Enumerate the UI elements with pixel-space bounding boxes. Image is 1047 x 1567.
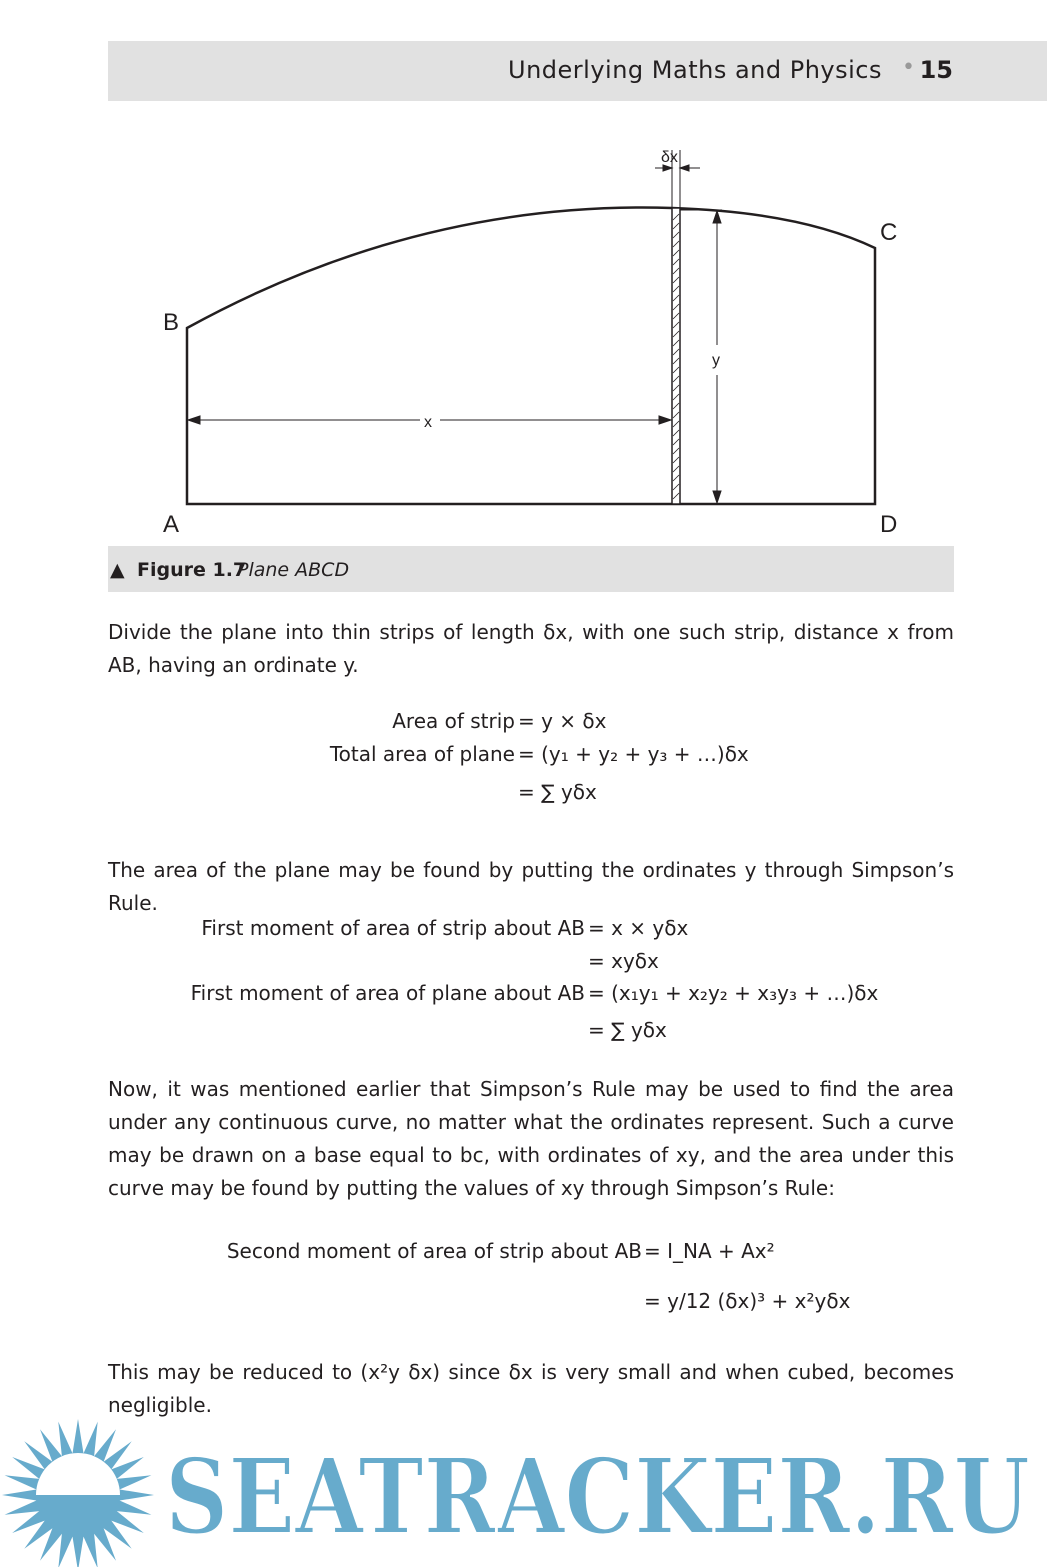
label-dx: δx [661, 149, 678, 166]
label-a: A [163, 511, 180, 538]
caption-number: Figure 1.7 [137, 559, 247, 581]
plane-outline [187, 208, 875, 504]
label-x: x [424, 414, 432, 431]
paragraph: Divide the plane into thin strips of length δx, with one such strip, distance x from AB, having an ordinate y. [108, 620, 954, 677]
page-number: 15 [919, 56, 953, 84]
eq-rhs: = I_NA + Ax² [644, 1239, 775, 1263]
eq-lhs: Second moment of area of strip about AB [226, 1239, 642, 1263]
figure-caption [108, 546, 954, 592]
header-separator: • [902, 55, 915, 80]
eq-rhs: = x × yδx [588, 916, 689, 940]
eq-rhs: = xyδx [588, 949, 659, 973]
eq-rhs: = y × δx [518, 709, 607, 733]
strip [655, 150, 700, 504]
eq-lhs: Total area of plane [329, 742, 515, 766]
figure-plane-abcd [0, 0, 1047, 545]
paragraph: This may be reduced to (x²y δx) since δx is very small and when cubed, becomes negligible. [108, 1360, 954, 1417]
caption-triangle-icon: ▲ [110, 559, 125, 581]
eq-rhs: = y/12 (δx)³ + x²yδx [644, 1289, 851, 1313]
eq-lhs: Area of strip [392, 709, 515, 733]
eq-rhs: = (x₁y₁ + x₂y₂ + x₃y₃ + …)δx [588, 981, 879, 1005]
paragraph: Now, it was mentioned earlier that Simpson’s Rule may be used to find the area under any continuous curve, no matter what the ordinates represent. Such a curve may be drawn on a base equal to bc, with ordinates of xy, and the area under this curve may be found by putting the values of xy through Simpson’s Rule: [108, 1077, 954, 1200]
label-c: C [880, 219, 898, 246]
svg-text:SEATRACKER.RU: SEATRACKER.RU [165, 1435, 1030, 1558]
label-b: B [163, 309, 180, 336]
paragraph: The area of the plane may be found by putting the ordinates y through Simpson’s Rule. [108, 858, 954, 915]
eq-rhs: = ∑ yδx [518, 780, 597, 804]
header-title: Underlying Maths and Physics [508, 56, 882, 84]
label-d: D [880, 511, 898, 538]
eq-rhs: = (y₁ + y₂ + y₃ + …)δx [518, 742, 749, 766]
eq-rhs: = ∑ yδx [588, 1018, 667, 1042]
label-y: y [712, 352, 720, 369]
caption-title: Plane ABCD [237, 559, 350, 581]
eq-lhs: First moment of area of strip about AB [201, 916, 585, 940]
watermark-logo [0, 1415, 1047, 1567]
eq-lhs: First moment of area of plane about AB [190, 981, 585, 1005]
